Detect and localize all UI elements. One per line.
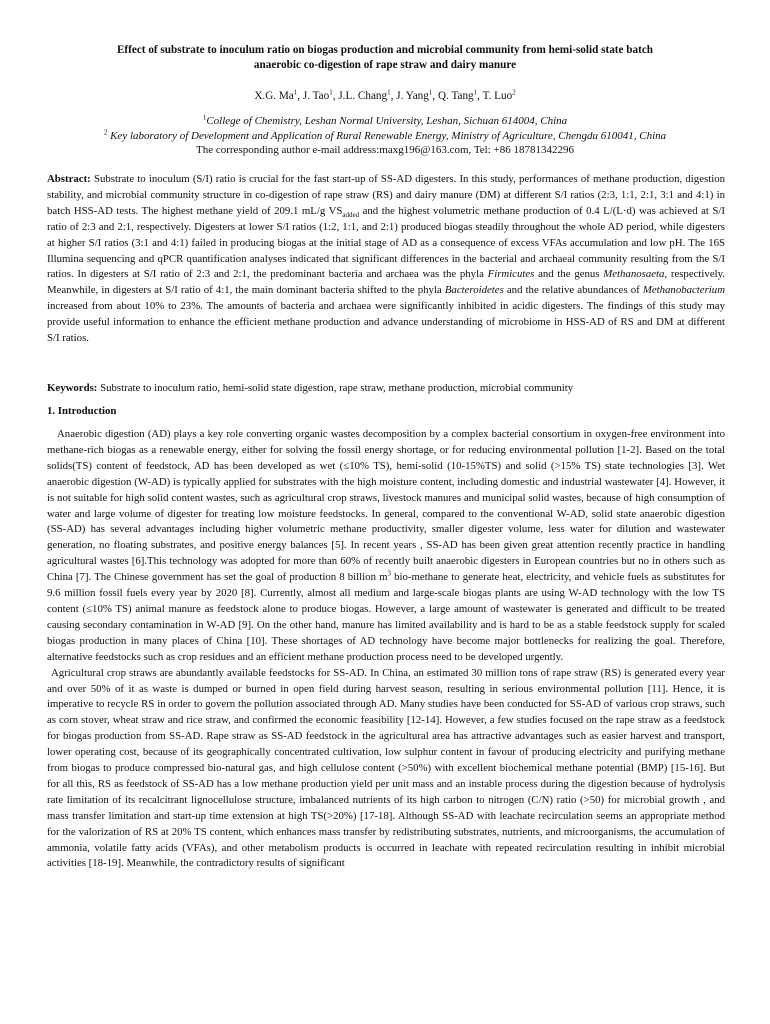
abstract-text-3: and the genus — [534, 268, 604, 281]
keywords — [47, 381, 725, 397]
affiliation-2-text: Key laboratory of Development and Application of Rural Renewable Energy, Ministry of Agriculture, Chengdu 610041, China — [110, 129, 667, 142]
keywords-label: Keywords: — [47, 382, 98, 394]
author-affiliation-mark: 1 — [387, 88, 391, 97]
author-name: Q. Tang — [437, 90, 474, 102]
author-affiliation-mark: 1 — [293, 88, 298, 97]
affiliation-1 — [48, 114, 722, 129]
author-affiliation-mark: 1 — [428, 88, 433, 97]
abstract-subscript: added — [342, 210, 360, 219]
author-separator: , — [432, 90, 438, 102]
author-name: X.G. Ma — [254, 90, 294, 102]
intro-superscript: 3 — [387, 569, 391, 578]
author-name: J.L. Chang — [338, 90, 388, 102]
abstract-text-1: Substrate to inoculum (S/I) ratio is crucial for the fast start-up of SS-AD digesters. In this study, performances of methane production, digestion stability, and microbial community structure in co-digestion of rape straw (RS) and dairy manure (DM) at different S/I ratios (2:3, 1:1, 2:1, 3:1 and 4:1) in batch HSS-AD tests. The highest methane yield of 209.1 mL/g VS — [47, 173, 725, 217]
affiliation-1-number: 1 — [202, 113, 207, 122]
abstract-label: Abstract: — [47, 173, 91, 185]
abstract-taxon-2: Methanosaeta — [603, 268, 665, 281]
keywords-text: Substrate to inoculum ratio, hemi-solid state digestion, rape straw, methane production, microbial community — [97, 382, 574, 394]
abstract-text-5: and the relative abundances of — [503, 284, 643, 297]
abstract — [47, 172, 725, 347]
abstract-taxon-1: Firmicutes — [487, 268, 535, 281]
paper-title — [48, 43, 722, 73]
author-separator: , — [297, 90, 303, 102]
intro-paragraph-1-text-b: bio-methane to generate heat, electricity, and vehicle fuels as substitutes for 9.6 million fossil fuels every year by 2020 [8]. Currently, almost all medium and large-scale biogas plants are using W-AD technology with the low TS content (≤10% TS) animal manure as feedstock alone to produce biogas. However, a large amount of wastewater is generated and difficult to be treated causing secondary contamination in W-AD [9]. On the other hand, manure has limited availability and is hard to be as a stable feedstock supply for scaled biogas production in many places of China [10]. These shortages of AD technology have become major bottlenecks for realizing the goal. Therefore, alternative feedstocks such as crop residues and an efficient methane production process need to be developed urgently. — [47, 571, 725, 663]
intro-paragraph-1-text: Anaerobic digestion (AD) plays a key role converting organic wastes decomposition by a complex bacterial consortium in oxygen-free environment into methane-rich biogas as a renewable energy, either for solving the fossil energy shortage, or for reducing environmental pollution [1-2]. Based on the total solids(TS) content of feedstock, AD has been developed as wet (≤10% TS), hemi-solid (10-15%TS) and solid (>15% TS) state technologies [3]. Wet anaerobic digestion (W-AD) is typically applied for substrates with the high moisture content, including domestic and industrial wastewater [4]. However, it is not suitable for high solid content wastes, such as agricultural crop straws, livestock manures and municipal solid wastes, because of high consumption of water and large volume of digester for treating low moisture feedstocks. In general, compared to the conventional W-AD, solid state anaerobic digestion (SS-AD) has several advantages including higher volumetric methane productivity, smaller digester volume, less water for dilution and wastewater generation, no floating substrates, and positive energy balances [5]. In recent years , SS-AD has been given great attention recently practice in handling agricultural wastes [6].This technology was adopted for more than 60% of recently built anaerobic digesters in European countries but no in others such as China [7]. The Chinese government has set the goal of production 8 billion m — [47, 428, 725, 584]
corresponding-author: The corresponding author e-mail address:maxg196@163.com, Tel: +86 18781342296 — [196, 144, 574, 156]
affiliations — [48, 114, 722, 158]
affiliation-2 — [48, 129, 722, 144]
intro-paragraph-2: Agricultural crop straws are abundantly available feedstocks for SS-AD. In China, an estimated 30 million tons of rape straw (RS) is generated every year and over 50% of it as waste is dumped or burned in open field during harvest season, resulting in serious environmental pollution [11]. Hence, it is imperative to recycle RS in order to govern the pollution associated through AD. Many studies have been conducted for SS-AD of various crop straws, such as corn stover, wheat straw and rice straw, and confirmed the economic feasibility [12-14]. However, a few studies focused on the rape straw as a feedstock for biogas production from SS-AD. Rape straw as SS-AD feedstock in the agricultural area has attractive advantages such as easier harvest and transport, lower operating cost, because of its geographically concentrated cultivation, low sulphur content in favour of producing electricity and purifying methane from biogas to produce compressed bio-natural gas, and high cellulose content (>50%) with excellent biochemical methane potential (BMP) [15-16]. But for all this, RS as feedstock of SS-AD has a low methane production yield per unit mass and an instable process during the digestion because of hydrolysis rate limitation of its recalcitrant lignocellulose structure, imbalanced nutrients of its high carbon to nitrogen (C/N) ratio (>50) for microbial growth , and mass transfer limitation and start-up time extension at high TS(>20%) [17-18]. Although SS-AD with leachate recirculation seems an appropriate method for the valorization of RS at 20% TS content, which enhances mass transfer by redistributing substrates, nutrients, and microorganisms, the accumulation of ammonia, volatile fatty acids (VFAs), and other metabolism products is occurred in leachate with repeated recirculation resulting in inhibit microbial activities [18-19]. Meanwhile, the contradictory results of significant — [47, 666, 725, 870]
abstract-text-6: increased from about 10% to 23%. The amounts of bacteria and archaea were significantly inhibited in acidic digesters. The findings of this study may provide useful information to enhance the efficient methane production and advance understanding of microbiome in HSS-AD of RS and DM at different S/I ratios. — [47, 300, 725, 345]
affiliation-1-text: College of Chemistry, Leshan Normal University, Leshan, Sichuan 614004, China — [206, 115, 568, 127]
abstract-taxon-4: Methanobacterium — [642, 284, 726, 297]
author-affiliation-mark: 2 — [512, 88, 516, 97]
author-separator: , — [332, 90, 339, 102]
author-separator: , — [477, 90, 483, 102]
introduction-body — [47, 427, 725, 872]
abstract-text-4: , respectively. Meanwhile, in digesters at S/I ratio of 4:1, the main dominant bacteria shifted to the phyla — [47, 268, 726, 297]
author-affiliation-mark: 1 — [473, 88, 478, 97]
author-name: J. Yang — [396, 90, 429, 102]
title-line-1: Effect of substrate to inoculum ratio on biogas production and microbial community from hemi-solid state batch — [116, 44, 654, 56]
abstract-taxon-3: Bacteroidetes — [444, 284, 504, 297]
abstract-text-2: and the highest volumetric methane production of 0.4 L/(L·d) was achieved at S/I ratio of 2:3 and 2:1, respectively. Digesters at lower S/I ratios (1:2, 1:1, and 2:1) produced biogas steadily throughout the whole AD period, while digesters at higher S/I ratios (3:1 and 4:1) failed in producing biogas at the initial stage of AD as a consequence of excess VFAs accumulation and low pH. The 16S Illumina sequencing and qPCR quantification analyses indicated that significant differences in the bacterial and archaeal community resulting from the S/I ratios. In digesters at S/I ratio of 2:3 and 2:1, the predominant bacteria and archaea was the phyla — [47, 204, 725, 281]
title-line-2: anaerobic co-digestion of rape straw and dairy manure — [253, 59, 517, 71]
author-affiliation-mark: 1 — [329, 88, 333, 97]
author-name: J. Tao — [302, 90, 330, 102]
author-list — [48, 89, 722, 103]
author-name: T. Luo — [482, 90, 513, 102]
affiliation-2-number: 2 — [103, 127, 108, 136]
intro-paragraph-1 — [47, 427, 725, 666]
author-separator: , — [390, 90, 397, 102]
section-heading-introduction: 1. Introduction — [47, 405, 117, 417]
